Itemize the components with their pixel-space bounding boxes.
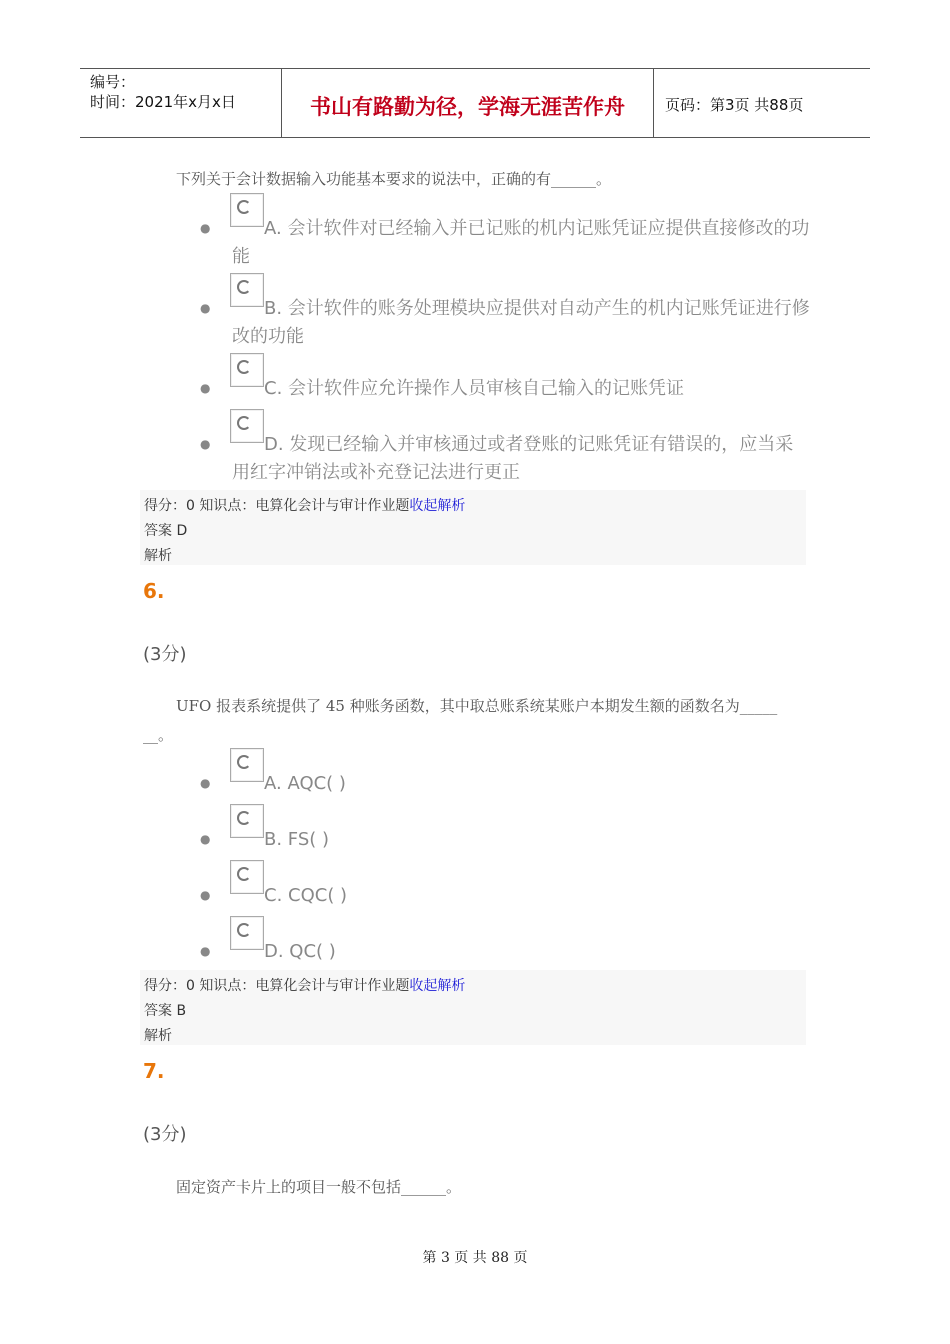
score-row	[144, 975, 465, 995]
option-label: C. 会计软件应允许操作人员审核自己输入的记账凭证	[264, 378, 685, 399]
option-a[interactable]	[200, 193, 810, 267]
option-c[interactable]	[200, 353, 810, 398]
number-label: 编号：	[90, 73, 136, 91]
bullet-icon: ●	[200, 221, 211, 235]
question-points: (3分)	[143, 1124, 187, 1145]
option-label: D. QC( )	[264, 941, 336, 962]
score-text: 得分：0 知识点：电算化会计与审计作业题	[144, 978, 410, 994]
page-footer: 第 3 页 共 88 页	[422, 1250, 528, 1266]
collapse-analysis-link[interactable]: 收起解析	[409, 978, 466, 994]
page-header	[80, 68, 870, 138]
bullet-icon: ●	[200, 437, 211, 451]
bullet-icon: ●	[200, 301, 211, 315]
answer-text: 答案 D	[144, 523, 188, 539]
question-text-continued: __。	[143, 726, 174, 744]
question-text: 固定资产卡片上的项目一般不包括______。	[176, 1178, 462, 1196]
header-page-cell	[655, 69, 870, 137]
option-c[interactable]	[200, 860, 810, 905]
score-row	[144, 495, 465, 515]
bullet-icon: ●	[200, 888, 211, 902]
option-label: C. CQC( )	[264, 885, 348, 906]
option-a[interactable]	[200, 748, 810, 793]
question-text: UFO 报表系统提供了 45 种账务函数，其中取总账系统某账户本期发生额的函数名为_____	[176, 697, 778, 715]
score-text: 得分：0 知识点：电算化会计与审计作业题	[144, 498, 410, 514]
collapse-analysis-link[interactable]: 收起解析	[409, 498, 466, 514]
option-label: B. 会计软件的账务处理模块应提供对自动产生的机内记账凭证进行修改的功能	[232, 298, 810, 347]
option-b[interactable]	[200, 804, 810, 849]
option-d[interactable]	[200, 916, 810, 961]
option-label: A. AQC( )	[264, 773, 346, 794]
question-number: 7.	[143, 1059, 165, 1083]
answer-panel	[140, 490, 806, 565]
question-points: (3分)	[143, 644, 187, 665]
bullet-icon: ●	[200, 944, 211, 958]
question-number: 6.	[143, 579, 165, 603]
question-text: 下列关于会计数据输入功能基本要求的说法中，正确的有______。	[176, 170, 612, 188]
answer-text: 答案 B	[144, 1003, 187, 1019]
time-label: 时间：2021年x月x日	[90, 93, 236, 111]
header-motto-cell	[282, 69, 654, 137]
bullet-icon: ●	[200, 381, 211, 395]
analysis-label: 解析	[144, 548, 172, 564]
analysis-label: 解析	[144, 1028, 172, 1044]
option-label: D. 发现已经输入并审核通过或者登账的记账凭证有错误的，应当采用红字冲销法或补充登记法进行更正	[232, 434, 794, 483]
option-label: A. 会计软件对已经输入并已记账的机内记账凭证应提供直接修改的功能	[232, 218, 810, 267]
header-info-cell	[80, 69, 282, 137]
page-label: 页码：第3页 共88页	[665, 96, 804, 114]
option-d[interactable]	[200, 409, 810, 485]
option-label: B. FS( )	[264, 829, 330, 850]
bullet-icon: ●	[200, 832, 211, 846]
motto: 书山有路勤为径，学海无涯苦作舟	[310, 94, 625, 119]
bullet-icon: ●	[200, 776, 211, 790]
option-b[interactable]	[200, 273, 810, 347]
answer-panel	[140, 970, 806, 1045]
